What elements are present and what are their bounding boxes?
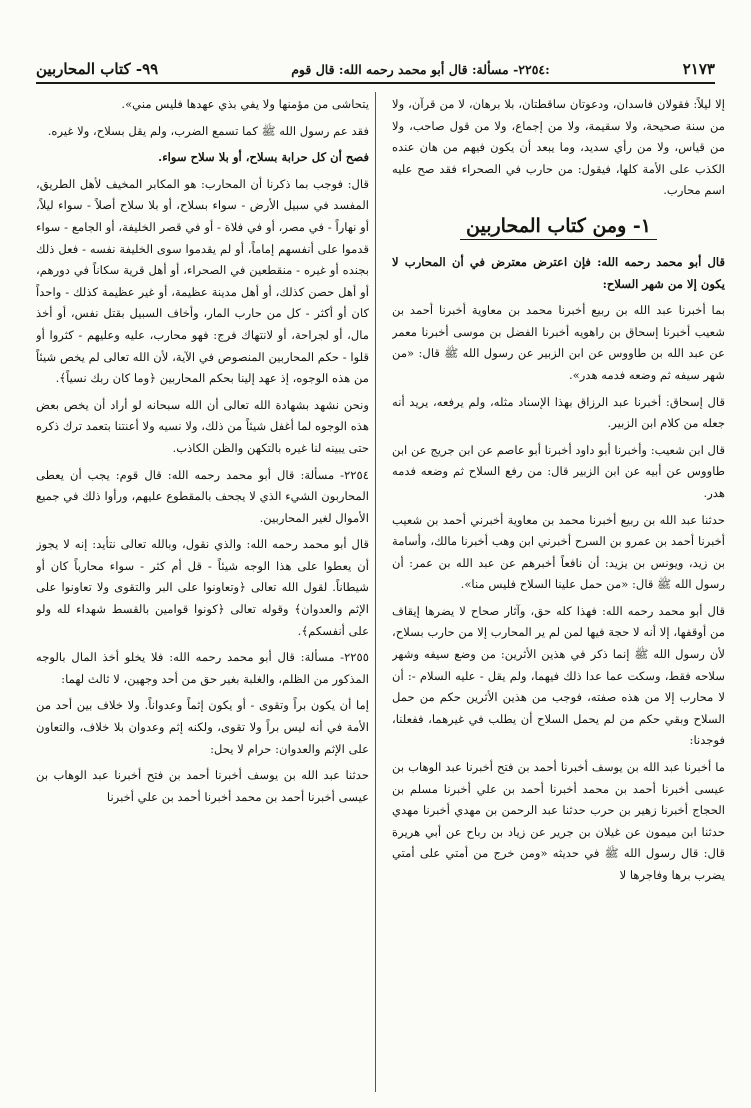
paragraph: قال إسحاق: أخبرنا عبد الرزاق بهذا الإسناد مثله، ولم يرفعه، يريد أنه جعله من كلام ابن الزبير. xyxy=(392,394,725,431)
paragraph: حدثنا عبد الله بن يوسف أخبرنا أحمد بن فتح أخبرنا عبد الوهاب بن عيسى أخبرنا أحمد بن محمد أخبرنا أحمد بن علي أخبرنا xyxy=(36,768,369,804)
book-title: ٩٩- كتاب المحاربين xyxy=(36,60,159,78)
paragraph: إما أن يكون براً وتقوى - أو يكون إثماً وعدواناً. ولا خلاف بين أحد من الأمة في أنه ليس براً ولا تقوى، ولكنه إثم وعدوان بلا خلاف، والتعاون على الإثم والعدوان: حرام لا يحل: xyxy=(36,698,369,756)
paragraph: يتحاشى من مؤمنها ولا يفي بذي عهدها فليس مني». xyxy=(121,97,369,111)
paragraph: قال أبو محمد رحمه الله: فهذا كله حق، وآثار صحاح لا يضرها إيقاف من أوقفها، إلا أنه لا حجة فيها لمن لم ير المحارب إلا من حارب بسلاح، لأن رسول الله ﷺ إنما ذكر في هذين الأثرين: من وضع سيفه وشهر سلاحه فقط، وسكت عما عدا ذلك فيهما، ولم يقل - عليه السلام -: أن لا محارب إلا من هذه صفته، فوجب من هذين الأثرين حكم من حمل السلاح وبقي حكم من لم يحمل السلاح أن يطلب في غيرهما، ففعلنا، فوجدنا: xyxy=(392,603,725,748)
running-title: ٢٢٥٤- مسألة: قال أبو محمد رحمه الله: قال قوم: xyxy=(291,61,550,77)
paragraph: حدثنا عبد الله بن ربيع أخبرنا محمد بن معاوية أخبرني أحمد بن شعيب أخبرنا أحمد بن عمرو بن السرح أخبرني ابن وهب أخبرنا مالك، وأسامة بن زيد، ويونس بن يزيد: أن نافعاً أخبرهم عن عبد الله بن عمر: أن رسول الله ﷺ قال: «من حمل علينا السلاح فليس منا». xyxy=(392,512,725,592)
paragraph: قال ابن شعيب: وأخبرنا أبو داود أخبرنا أبو عاصم عن ابن جريج عن ابن طاووس عن أبيه عن ابن الزبير قال: من رفع السلاح ثم وضعه فدمه هدر. xyxy=(392,442,725,500)
paragraph: ما أخبرنا عبد الله بن يوسف أخبرنا أحمد بن فتح أخبرنا عبد الوهاب بن عيسى أخبرنا أحمد بن محمد أخبرنا أحمد بن علي أخبرنا مسلم بن الحجاج أخبرنا زهير بن حرب حدثنا عبد الرحمن بن مهدي أخبرنا مهدي حدثنا ابن ميمون عن غيلان بن جرير عن زياد بن رباح عن أبي هريرة قال: قال رسول الله ﷺ في حديثه «ومن خرج من أمتي على أمتي يضرب برها وفاجرها لا xyxy=(392,760,725,882)
paragraph: إلا ليلاً: فقولان فاسدان، ودعوتان ساقطتان، بلا برهان، لا من قرآن، ولا من سنة صحيحة، ولا سقيمة، ولا من إجماع، ولا من قول صاحب، ولا من قياس، ولا من رأي سديد، وما يبعد أن يكون فيهم من هان عنده الكذب على الأمة كلها، فيقول: من حارب في الصحراء فقد صح عليه اسم محارب. xyxy=(392,97,725,198)
paragraph: قال أبو محمد رحمه الله: فإن اعترض معترض في أن المحارب لا يكون إلا من شهر السلاح: xyxy=(392,254,725,291)
paragraph: فصح أن كل حرابة بسلاح، أو بلا سلاح سواء. xyxy=(158,150,369,165)
chapter-heading-text: ١- ومن كتاب المحاربين xyxy=(460,215,657,240)
page-header xyxy=(36,56,715,84)
column-divider xyxy=(375,92,376,1092)
paragraph: فقد عم رسول الله ﷺ كما تسمع الضرب، ولم يقل بسلاح، ولا غيره. xyxy=(47,123,369,138)
page-number: ٢١٧٣ xyxy=(682,60,715,78)
left-column xyxy=(36,94,369,1098)
right-column xyxy=(392,94,725,1098)
chapter-heading xyxy=(392,212,725,240)
masala-2254: ٢٢٥٤- مسألة: قال أبو محمد رحمه الله: قال قوم: يجب أن يعطى المحاربون الشيء الذي لا يجحف بالمقطوع عليهم، ورأوا ذلك في جميع الأموال لغير المحاربين. xyxy=(36,467,369,525)
paragraph: قال أبو محمد رحمه الله: والذي نقول، وبالله تعالى نتأيد: إنه لا يجوز أن يعطوا على هذا الوجه شيئاً - قل أم كثر - سواء محارباً كان أو شيطاناً. لقول الله تعالى ﴿وتعاونوا على البر والتقوى ولا تعاونوا على الإثم والعدوان﴾ وقوله تعالى ﴿كونوا قوامين بالقسط شهداء لله ولو على أنفسكم﴾. xyxy=(36,537,369,638)
paragraph: بما أخبرنا عبد الله بن ربيع أخبرنا محمد بن معاوية أخبرنا أحمد بن شعيب أخبرنا إسحاق بن راهويه أخبرنا الفضل بن موسى أخبرنا معمر عن عبد الله بن طاووس عن ابن الزبير عن رسول الله ﷺ قال: «من شهر سيفه ثم وضعه فدمه هدر». xyxy=(392,303,725,382)
paragraph: ونحن نشهد بشهادة الله تعالى أن الله سبحانه لو أراد أن يخص بعض هذه الوجوه لما أغفل شيئاً من ذلك، ولا نسيه ولا أعنتنا بتعمد ترك ذكره حتى يبينه لنا غيره بالتكهن والظن الكاذب. xyxy=(36,397,369,455)
paragraph: قال: فوجب بما ذكرنا أن المحارب: هو المكابر المخيف لأهل الطريق، المفسد في سبيل الأرض - سواء بسلاح، أو بلا سلاح أصلاً - سواء ليلاً، أو نهاراً - في مصر، أو في فلاة - أو في قصر الخليفة، أو الجامع - سواء قدموا على أنفسهم إماماً، أو لم يقدموا سوى الخليفة نفسه - فعل ذلك بجنده أو غيره - منقطعين في الصحراء، أو أهل قرية سكاناً في دورهم، أو أهل حصن كذلك، أو أهل مدينة عظيمة، أو غير عظيمة كذلك - واحداً كان أو أكثر - كل من حارب المار، وأخاف السبيل بقتل نفس، أو أخذ مال، أو لجراحة، أو لانتهاك فرج: فهو محارب، عليه وعليهم - كثروا أو قلوا - حكم المحاربين المنصوص في الآية، لأن الله تعالى لم يخص شيئاً من هذه الوجوه، إذ عهد إلينا بحكم المحاربين ﴿وما كان ربك نسياً﴾. xyxy=(36,176,369,386)
masala-2255: ٢٢٥٥- مسألة: قال أبو محمد رحمه الله: فلا يخلو أخذ المال بالوجه المذكور من الظلم، والغلبة بغير حق من أحد وجهين، لا ثالث لهما: xyxy=(36,650,369,686)
